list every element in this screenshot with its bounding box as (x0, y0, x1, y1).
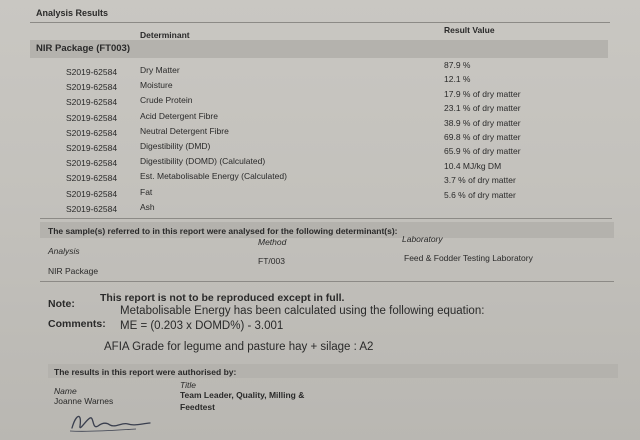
authoriser-title-2: Feedtest (180, 402, 215, 412)
comments-label: Comments: (48, 318, 106, 330)
col-analysis-header: Analysis (48, 246, 80, 256)
result-value: 10.4 MJ/kg DM (444, 160, 502, 171)
comments-line-3: AFIA Grade for legume and pasture hay + silage : A2 (104, 341, 374, 353)
col-name-header: Name (54, 386, 77, 396)
authorised-heading: The results in this report were authorised by: (54, 367, 237, 377)
analysis-heading: The sample(s) referred to in this report were analysed for the following determinant(s): (48, 226, 398, 236)
authoriser-name: Joanne Warnes (54, 396, 114, 406)
col-determinant-header: Determinant (140, 30, 190, 40)
col-laboratory-header: Laboratory (402, 234, 443, 244)
sample-id: S2019-62584 (66, 67, 118, 77)
comments-line-2: ME = (0.203 x DOMD%) - 3.001 (120, 320, 284, 332)
sample-id: S2019-62584 (66, 188, 118, 199)
comments-line-1: Metabolisable Energy has been calculated using the following equation: (120, 305, 485, 317)
authoriser-title-1: Team Leader, Quality, Milling & (180, 390, 305, 400)
result-value: 65.9 % of dry matter (444, 146, 521, 157)
determinant-name: Ash (140, 201, 155, 212)
section-title: Analysis Results (36, 8, 109, 18)
package-heading: NIR Package (FT003) (36, 43, 130, 54)
sample-id: S2019-62584 (66, 82, 118, 93)
determinant-name: Fat (140, 186, 153, 197)
result-value: 17.9 % of dry matter (444, 88, 521, 99)
analysis-divider (40, 218, 612, 219)
determinant-name: Dry Matter (140, 65, 180, 75)
result-value: 12.1 % (444, 74, 471, 85)
result-value: 87.9 % (444, 60, 471, 70)
top-divider (30, 22, 610, 23)
signature-image (66, 408, 156, 436)
sample-id: S2019-62584 (66, 97, 118, 108)
result-value: 3.7 % of dry matter (444, 175, 516, 186)
note-divider (40, 281, 614, 282)
sample-id: S2019-62584 (66, 143, 118, 153)
determinant-name: Neutral Detergent Fibre (140, 125, 229, 136)
note-label: Note: (48, 298, 75, 310)
determinant-name: Moisture (140, 80, 173, 91)
determinant-name: Crude Protein (140, 95, 193, 106)
sample-id: S2019-62584 (66, 203, 118, 214)
determinant-name: Digestibility (DOMD) (Calculated) (140, 156, 266, 167)
determinant-name: Est. Metabolisable Energy (Calculated) (140, 171, 287, 182)
analysis-laboratory: Feed & Fodder Testing Laboratory (404, 253, 533, 263)
sample-id: S2019-62584 (66, 173, 118, 184)
col-method-header: Method (258, 237, 287, 247)
analysis-method: FT/003 (258, 256, 285, 266)
determinant-name: Acid Detergent Fibre (140, 110, 218, 121)
result-value: 38.9 % of dry matter (444, 117, 521, 128)
result-value: 5.6 % of dry matter (444, 189, 516, 200)
sample-id: S2019-62584 (66, 158, 118, 169)
note-text: This report is not to be reproduced except in full. (100, 292, 345, 304)
col-title-header: Title (180, 380, 196, 390)
result-value: 69.8 % of dry matter (444, 132, 521, 142)
sample-id: S2019-62584 (66, 127, 118, 138)
determinant-name: Digestibility (DMD) (140, 141, 211, 151)
analysis-name: NIR Package (48, 266, 99, 276)
col-result-header: Result Value (444, 25, 495, 35)
sample-id: S2019-62584 (66, 112, 118, 123)
result-value: 23.1 % of dry matter (444, 103, 521, 114)
